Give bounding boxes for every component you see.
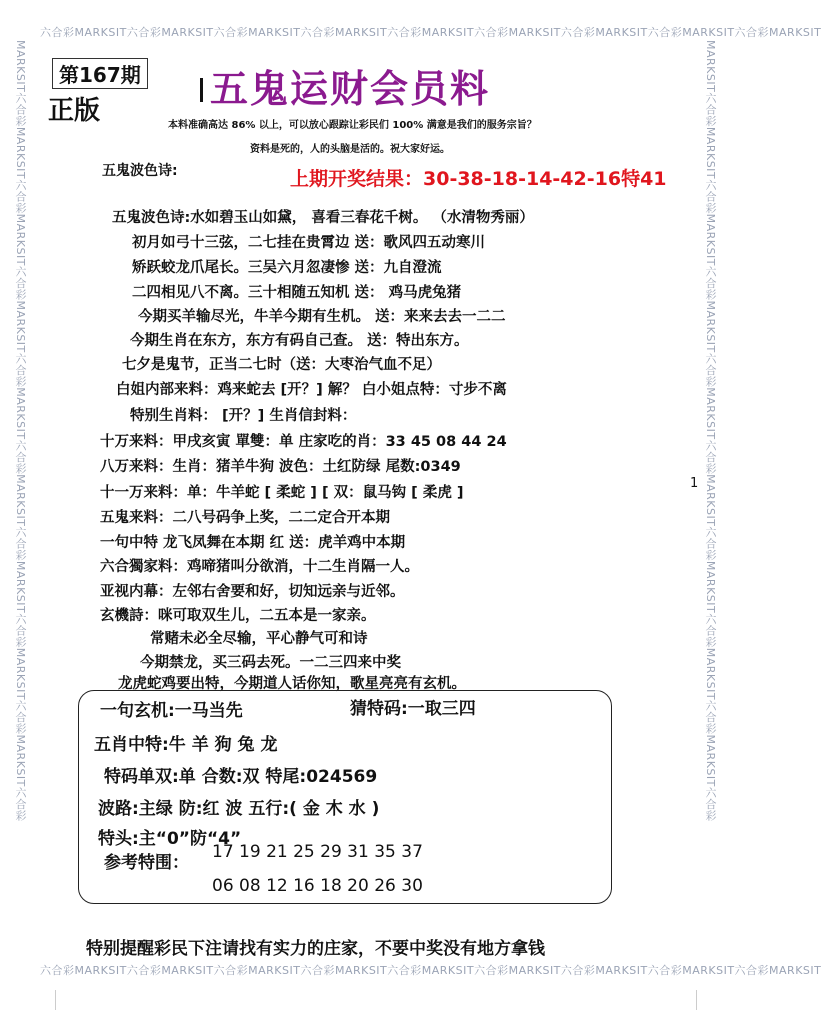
page-title: 五鬼运财会员料 (210, 67, 491, 111)
poem-label: 五鬼波色诗: (102, 163, 178, 179)
text-line: 初月如弓十三弦，二七挂在贵霄边 送：歌风四五动寒川 (132, 235, 486, 251)
subtitle-luck: 资料是死的，人的头脑是活的。祝大家好运。 (250, 144, 450, 155)
footer-warning: 特别提醒彩民下注请找有实力的庄家，不要中奖没有地方拿钱 (86, 939, 545, 959)
text-line: 七夕是鬼节，正当二七时（送：大枣治气血不足） (122, 357, 441, 373)
crop-mark (55, 990, 56, 1010)
text-line: 亚视内幕：左邻右舍要和好，切知远亲与近邻。 (100, 584, 405, 600)
text-line: 六合獨家料：鸡啼猪叫分欲消，十二生肖隔一人。 (100, 559, 419, 575)
text-line: 白姐内部来料：鸡来蛇去 [开？] 解？ 白小姐点特：寸步不离 (116, 382, 507, 398)
text-line: 矫跃蛟龙爪尾长。三吴六月忽凄惨 送：九自澄流 (132, 260, 442, 276)
watermark-right: MARKSIT六合彩MARKSIT六合彩MARKSIT六合彩MARKSIT六合彩MARKSIT六合彩MARKSIT六合彩MARKSIT六合彩MARKSIT六合彩MARKSIT六合彩 (704, 40, 717, 822)
text-line: 常赌未必全尽输，平心静气可和诗 (150, 631, 368, 647)
watermark-bottom: 六合彩MARKSIT六合彩MARKSIT六合彩MARKSIT六合彩MARKSIT六合彩MARKSIT六合彩MARKSIT六合彩MARKSIT六合彩MARKSIT六合彩MARKSIT (40, 964, 821, 977)
reference-row-1: 17 19 21 25 29 31 35 37 (212, 842, 423, 862)
zodiac-line: 五肖中特:牛 羊 狗 兔 龙 (94, 735, 278, 755)
reference-row-2: 06 08 12 16 18 20 26 30 (212, 876, 423, 896)
odd-even-line: 特码单双:单 合数:双 特尾:024569 (104, 767, 378, 787)
crop-mark (696, 990, 697, 1010)
text-line: 玄機詩：咪可取双生儿，二五本是一家亲。 (100, 608, 376, 624)
text-line: 一句中特 龙飞凤舞在本期 红 送：虎羊鸡中本期 (100, 535, 406, 551)
wave-line: 波路:主绿 防:红 波 五行:( 金 木 水 ) (98, 799, 380, 819)
reference-label: 参考特围： (104, 853, 189, 873)
riddle-line: 一句玄机:一马当先 (100, 701, 243, 721)
text-line: 特别生肖料： [开？] 生肖信封料： (130, 408, 357, 424)
text-line: 今期禁龙，买三码去死。一二三四来中奖 (140, 655, 401, 671)
text-line: 五鬼来料：二八号码争上奖，二二定合开本期 (100, 510, 390, 526)
text-line: 十一万来料：单：牛羊蛇 [ 柔蛇 ] [ 双：鼠马钩 [ 柔虎 ] (100, 485, 464, 501)
text-line: 今期生肖在东方，东方有码自己查。 送：特出东方。 (130, 333, 469, 349)
text-line: 五鬼波色诗:水如碧玉山如黛， 喜看三春花千树。 （水清物秀丽） (112, 210, 534, 226)
guess-line: 猜特码:一取三四 (350, 699, 476, 719)
text-line: 八万来料：生肖：猪羊牛狗 波色：土红防绿 尾数:0349 (100, 459, 461, 475)
watermark-left: MARKSIT六合彩MARKSIT六合彩MARKSIT六合彩MARKSIT六合彩MARKSIT六合彩MARKSIT六合彩MARKSIT六合彩MARKSIT六合彩MARKSIT六合彩 (14, 40, 27, 822)
edition-label: 正版 (48, 96, 101, 126)
margin-mark: 1 (690, 476, 699, 491)
head-line: 特头:主“0”防“4” (98, 829, 242, 849)
text-line: 今期买羊输尽光，牛羊今期有生机。 送：来来去去一二二 (138, 309, 506, 325)
subtitle-accuracy: 本料准确高达 86% 以上，可以放心跟踪让彩民们 100% 满意是我们的服务宗旨？ (168, 120, 537, 131)
last-draw-result: 上期开奖结果：30-38-18-14-42-16特41 (290, 168, 667, 190)
text-line: 龙虎蛇鸡要出特，今期道人话你知，歌星亮亮有玄机。 (118, 676, 466, 692)
title-bar (200, 78, 203, 102)
text-line: 二四相见八不离。三十相随五知机 送： 鸡马虎兔猪 (132, 285, 462, 301)
watermark-top: 六合彩MARKSIT六合彩MARKSIT六合彩MARKSIT六合彩MARKSIT六合彩MARKSIT六合彩MARKSIT六合彩MARKSIT六合彩MARKSIT六合彩MARKSIT (40, 26, 821, 39)
text-line: 十万来料：甲戌亥寅 單雙：单 庄家吃的肖：33 45 08 44 24 (100, 434, 507, 450)
issue-number: 第167期 (52, 58, 148, 89)
